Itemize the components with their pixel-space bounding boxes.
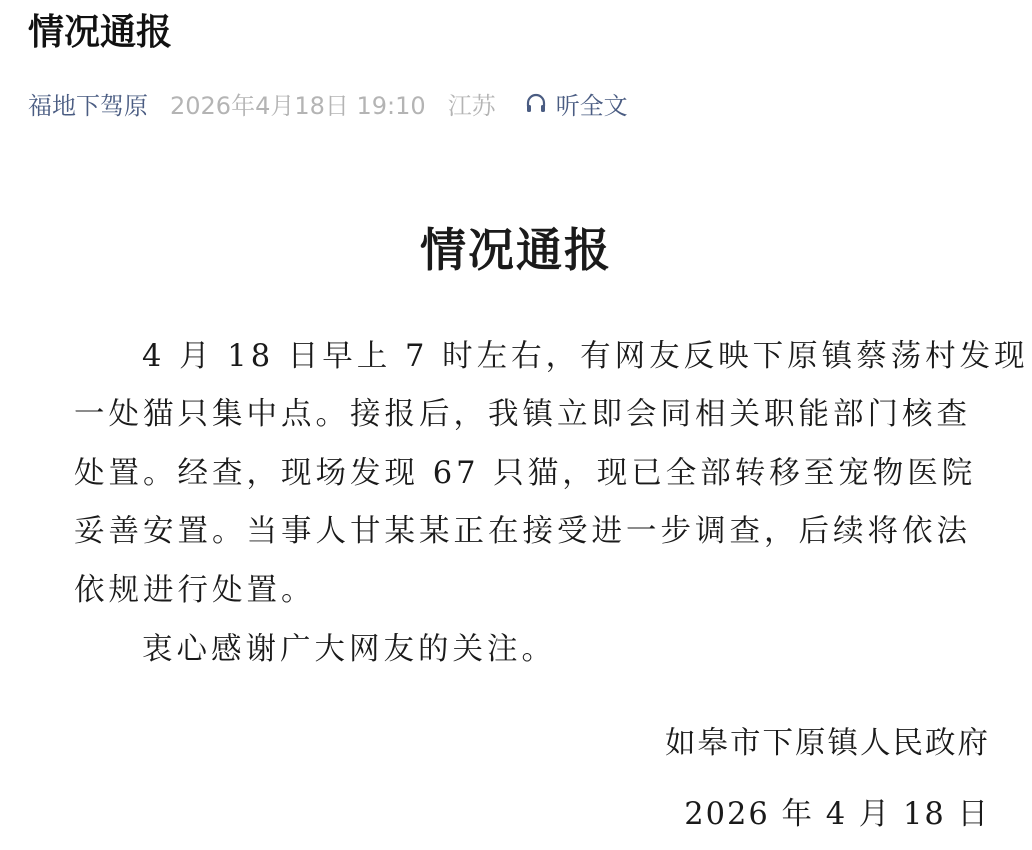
account-name-link[interactable]: 福地下驾原	[28, 91, 148, 120]
notice-signature: 如皋市下原镇人民政府	[665, 726, 990, 761]
location-label: 江苏	[447, 91, 496, 120]
article-meta	[28, 86, 628, 120]
notice-body-line: 衷心感谢广大网友的关注。	[142, 632, 556, 667]
notice-body-line: 4 月 18 日早上 7 时左右，有网友反映下原镇蔡荡村发现	[142, 339, 1029, 374]
notice-heading: 情况通报	[420, 223, 612, 277]
page-title: 情况通报	[28, 12, 173, 53]
headphone-icon	[524, 91, 548, 115]
notice-image	[0, 175, 1032, 850]
notice-body-line: 妥善安置。当事人甘某某正在接受进一步调查，后续将依法	[74, 514, 971, 549]
notice-body-line: 处置。经查，现场发现 67 只猫，现已全部转移至宠物医院	[74, 456, 977, 491]
listen-label: 听全文	[555, 91, 628, 120]
notice-date: 2026 年 4 月 18 日	[684, 797, 990, 832]
publish-time: 2026年4月18日 19:10	[170, 91, 426, 120]
listen-full-text-button[interactable]	[524, 86, 628, 121]
notice-body-line: 一处猫只集中点。接报后，我镇立即会同相关职能部门核查	[74, 397, 971, 432]
notice-body-line: 依规进行处置。	[74, 573, 316, 608]
